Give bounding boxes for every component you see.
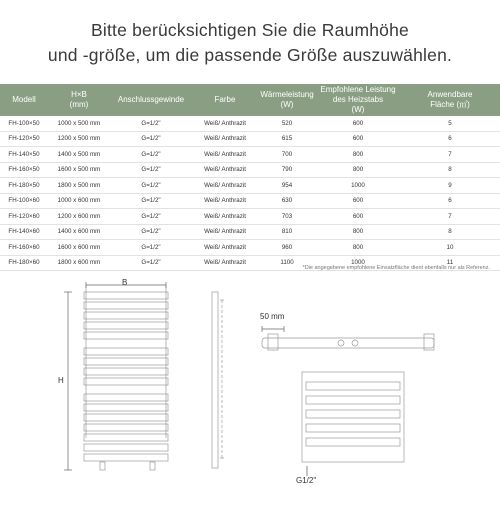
table-cell: 1400 x 500 mm (48, 147, 110, 163)
header-line: H×B (71, 90, 87, 99)
table-cell: 520 (258, 116, 316, 131)
header-line: des Heizstabs (332, 95, 384, 104)
table-cell: 10 (400, 240, 500, 256)
table-row (0, 162, 500, 178)
table-cell: 1800 x 600 mm (48, 255, 110, 271)
table-cell: FH-120×50 (0, 131, 48, 147)
table-row (0, 209, 500, 225)
radiator-side-view (212, 292, 224, 468)
spec-table (0, 84, 500, 271)
table-header-cell (0, 84, 48, 116)
header-line: Empfohlene Leistung (320, 85, 396, 94)
table-cell: Weiß/ Anthrazit (192, 193, 258, 209)
table-cell: 1800 x 500 mm (48, 178, 110, 194)
table-cell: 1000 x 500 mm (48, 116, 110, 131)
table-cell: Weiß/ Anthrazit (192, 209, 258, 225)
table-cell: G=1/2" (110, 162, 192, 178)
table-cell: 954 (258, 178, 316, 194)
table-cell: 703 (258, 209, 316, 225)
radiator-panel-view (302, 372, 404, 476)
depth-label: 50 mm (260, 312, 285, 321)
table-cell: 810 (258, 224, 316, 240)
height-label: H (58, 376, 64, 385)
headline-line-1: Bitte berücksichtigen Sie die Raumhöhe (91, 20, 409, 40)
header-line: Anwendbare (427, 90, 473, 99)
table-cell: Weiß/ Anthrazit (192, 116, 258, 131)
table-cell: 600 (316, 116, 400, 131)
table-cell: 790 (258, 162, 316, 178)
table-cell: 960 (258, 240, 316, 256)
table-cell: G=1/2" (110, 209, 192, 225)
headline-line-2: und -größe, um die passende Größe auszuwählen. (47, 45, 453, 65)
table-row (0, 131, 500, 147)
header-line: (mm) (69, 100, 89, 109)
table-cell: 1600 x 600 mm (48, 240, 110, 256)
table-cell: 1400 x 600 mm (48, 224, 110, 240)
table-cell: 8 (400, 162, 500, 178)
header-line: Fläche (㎡) (430, 100, 470, 109)
table-header-row (0, 84, 500, 116)
header-line: Modell (12, 95, 36, 104)
drawing-svg (0, 272, 500, 500)
table-header-cell (192, 84, 258, 116)
table-cell: Weiß/ Anthrazit (192, 147, 258, 163)
header-line: Wärmeleistung (260, 90, 314, 99)
table-cell: Weiß/ Anthrazit (192, 240, 258, 256)
table-cell: 800 (316, 162, 400, 178)
header-line: Anschlussgewinde (117, 95, 185, 104)
table-cell: FH-160×60 (0, 240, 48, 256)
width-label: B (122, 278, 128, 287)
table-cell: G=1/2" (110, 116, 192, 131)
table-header-cell (400, 84, 500, 116)
table-cell: 700 (258, 147, 316, 163)
table-cell: FH-140×50 (0, 147, 48, 163)
table-header-cell (110, 84, 192, 116)
table-cell: FH-120×60 (0, 209, 48, 225)
table-cell: G=1/2" (110, 193, 192, 209)
table-header-cell (48, 84, 110, 116)
table-cell: Weiß/ Anthrazit (192, 178, 258, 194)
table-cell: FH-180×50 (0, 178, 48, 194)
table-row (0, 240, 500, 256)
table-cell: 1600 x 500 mm (48, 162, 110, 178)
table-cell: 1200 x 500 mm (48, 131, 110, 147)
header-line: Farbe (214, 95, 236, 104)
table-row (0, 193, 500, 209)
table-cell: G=1/2" (110, 131, 192, 147)
table-cell: 1200 x 600 mm (48, 209, 110, 225)
table-cell: 11 (400, 255, 500, 271)
table-cell: G=1/2" (110, 178, 192, 194)
table-cell: 1000 (316, 178, 400, 194)
table-cell: 1000 x 600 mm (48, 193, 110, 209)
header-line: (W) (280, 100, 294, 109)
table-cell: 600 (316, 209, 400, 225)
table-cell: G=1/2" (110, 255, 192, 271)
table-cell: 1000 (316, 255, 400, 271)
table-cell: 800 (316, 224, 400, 240)
radiator-front-view (64, 282, 168, 470)
table-cell: G=1/2" (110, 224, 192, 240)
table-cell: 600 (316, 193, 400, 209)
table-cell: 1100 (258, 255, 316, 271)
footnote: *Die angegebene empfohlene Einsatzfläche dient ebenfalls nur als Referenz. (302, 265, 490, 271)
headline (0, 18, 500, 68)
technical-drawing (0, 272, 500, 500)
table-row (0, 116, 500, 131)
thread-label: G1/2" (296, 476, 317, 485)
table-cell: 7 (400, 147, 500, 163)
table-header-cell (316, 84, 400, 116)
header-line: (W) (351, 105, 365, 114)
table-cell: G=1/2" (110, 147, 192, 163)
table-cell: Weiß/ Anthrazit (192, 255, 258, 271)
table-cell: 630 (258, 193, 316, 209)
table-cell: 9 (400, 178, 500, 194)
table-row (0, 178, 500, 194)
table-cell: 615 (258, 131, 316, 147)
table-body (0, 116, 500, 271)
table-cell: FH-160×50 (0, 162, 48, 178)
table-cell: 7 (400, 209, 500, 225)
table-row (0, 224, 500, 240)
table-cell: 6 (400, 193, 500, 209)
table-cell: Weiß/ Anthrazit (192, 224, 258, 240)
table-cell: Weiß/ Anthrazit (192, 162, 258, 178)
table-cell: FH-180×60 (0, 255, 48, 271)
table-cell: Weiß/ Anthrazit (192, 131, 258, 147)
table-row (0, 147, 500, 163)
radiator-top-view (262, 326, 434, 350)
table-cell: G=1/2" (110, 240, 192, 256)
table-cell: FH-140×60 (0, 224, 48, 240)
table-cell: 800 (316, 240, 400, 256)
table-cell: 6 (400, 131, 500, 147)
table-cell: 8 (400, 224, 500, 240)
table-cell: 600 (316, 131, 400, 147)
table-header-cell (258, 84, 316, 116)
table-cell: FH-100×60 (0, 193, 48, 209)
table-cell: FH-100×50 (0, 116, 48, 131)
table-cell: 5 (400, 116, 500, 131)
table-cell: 800 (316, 147, 400, 163)
